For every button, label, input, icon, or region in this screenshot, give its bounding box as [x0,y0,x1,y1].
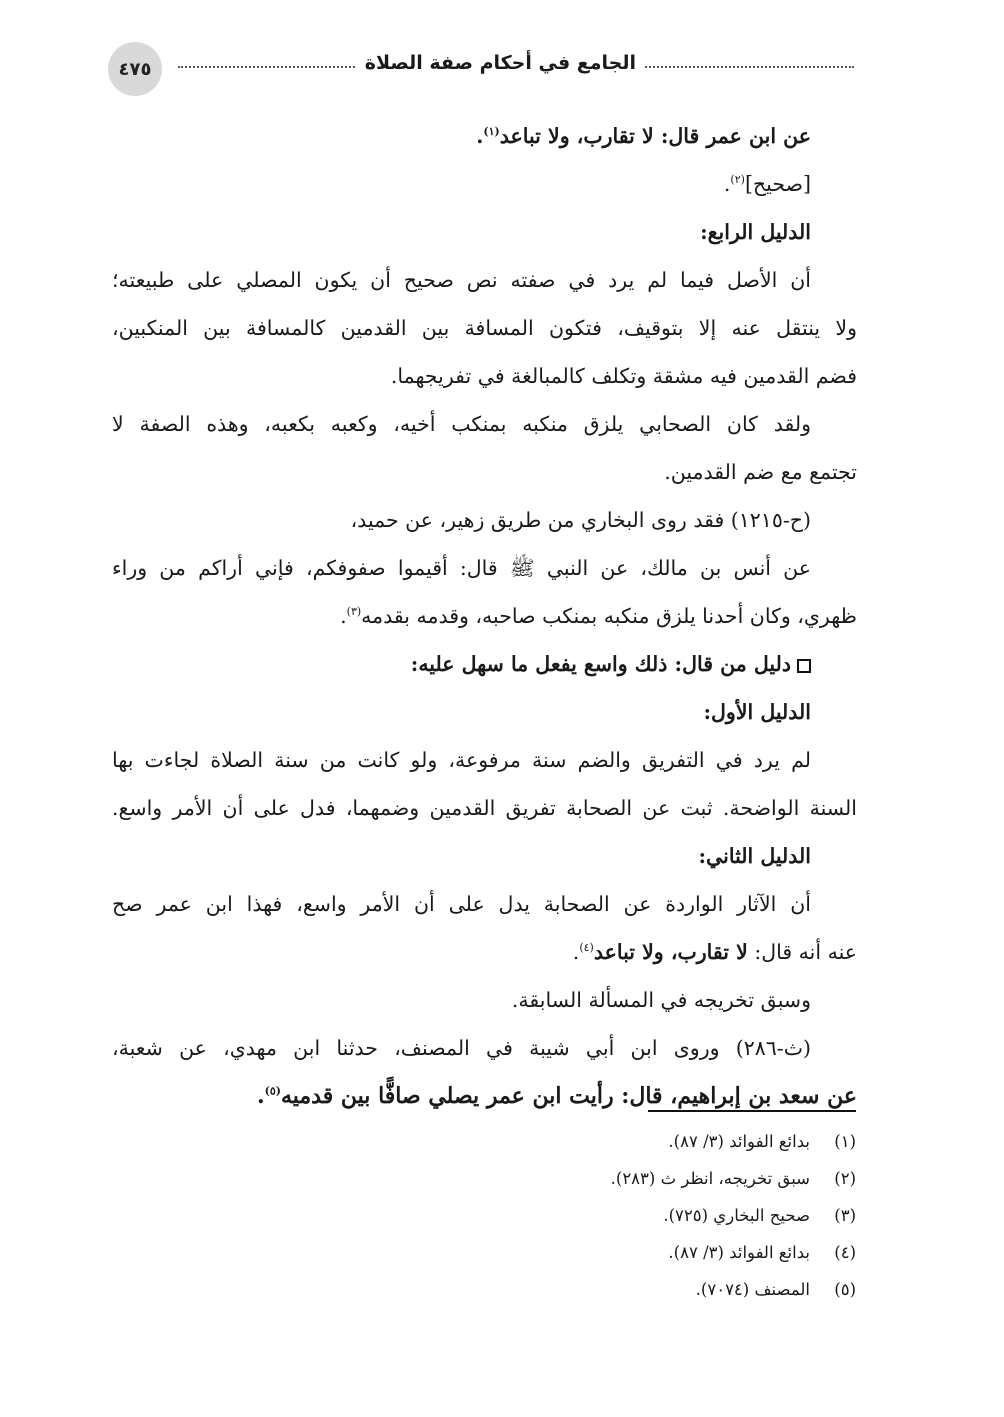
text-line: فضم القدمين فيه مشقة وتكلف كالمبالغة في تفريجهما. [390,364,857,388]
footnote: (٣)صحيح البخاري (٧٢٥). [663,1206,856,1225]
footnote-separator [648,1110,856,1112]
footnote: (١)بدائع الفوائد (٣/ ٨٧). [668,1132,856,1151]
text-line: عن سعد بن إبراهيم، قال: رأيت ابن عمر يصلي صافًّا بين قدميه$^{(٥)}$. [256,1083,857,1109]
running-title: الجامع في أحكام صفة الصلاة [357,52,644,74]
text-line: السنة الواضحة. ثبت عن الصحابة تفريق القدمين وضمهما، فدل على أن الأمر واسع. [112,796,857,820]
main-text [112,112,857,1120]
footnote: (٤)بدائع الفوائد (٣/ ٨٧). [668,1243,856,1262]
footnote: (٥)المصنف (٧٠٧٤). [695,1280,856,1299]
text-line: أن الأصل فيما لم يرد في صفته نص صحيح أن يكون المصلي على طبيعته؛ [112,268,811,292]
text-line: [صحيح]$^{(٢)}$. [723,172,811,196]
footnote-ref: (٣) [346,605,362,619]
page-number: ٤٧٥ [108,42,162,96]
footnotes [356,1123,856,1308]
text-line: (ح-١٢١٥) فقد روى البخاري من طريق زهير، عن حميد، [350,508,811,532]
text-line: ولقد كان الصحابي يلزق منكبه بمنكب أخيه، وكعبه بكعبه، وهذه الصفة لا [112,412,811,436]
text-line: (ث-٢٨٦) وروى ابن أبي شيبة في المصنف، حدثنا ابن مهدي، عن شعبة، [112,1036,811,1060]
checkbox-icon [797,659,811,673]
text-line: ظهري، وكان أحدنا يلزق منكبه بمنكب صاحبه، وقدمه بقدمه$^{(٣)}$. [340,604,857,628]
text-line: عنه أنه قال: لا تقارب، ولا تباعد$^{(٤)}$. [572,940,857,964]
section-heading: دليل من قال: ذلك واسع يفعل ما سهل عليه: [112,640,857,688]
footnote-ref: (٤) [579,941,594,955]
text-line: تجتمع مع ضم القدمين. [664,460,857,484]
text-line: لم يرد في التفريق والضم سنة مرفوعة، ولو كانت من سنة الصلاة لجاءت بها [112,748,811,772]
section-heading: الدليل الأول: [703,700,811,724]
text-line: عن ابن عمر قال: لا تقارب، ولا تباعد$^{(١)}$. [476,124,811,148]
footnote: (٢)سبق تخريجه، انظر ث (٢٨٣). [610,1169,856,1188]
footnote-ref: (٢) [730,173,745,187]
footnote-ref: (٥) [264,1084,281,1098]
text-line: ولا ينتقل عنه إلا بتوقيف، فتكون المسافة بين القدمين كالمسافة بين المنكبين، [112,316,857,340]
text-line: عن أنس بن مالك، عن النبي ﷺ قال: أقيموا صفوفكم، فإني أراكم من وراء [112,556,811,580]
footnote-ref: (١) [483,125,500,139]
running-header [108,42,854,98]
text-line: وسبق تخريجه في المسألة السابقة. [511,988,811,1012]
section-heading: الدليل الثاني: [698,844,811,868]
text-line: أن الآثار الواردة عن الصحابة يدل على أن الأمر واسع، فهذا ابن عمر صح [112,892,811,916]
section-heading: الدليل الرابع: [700,220,811,244]
